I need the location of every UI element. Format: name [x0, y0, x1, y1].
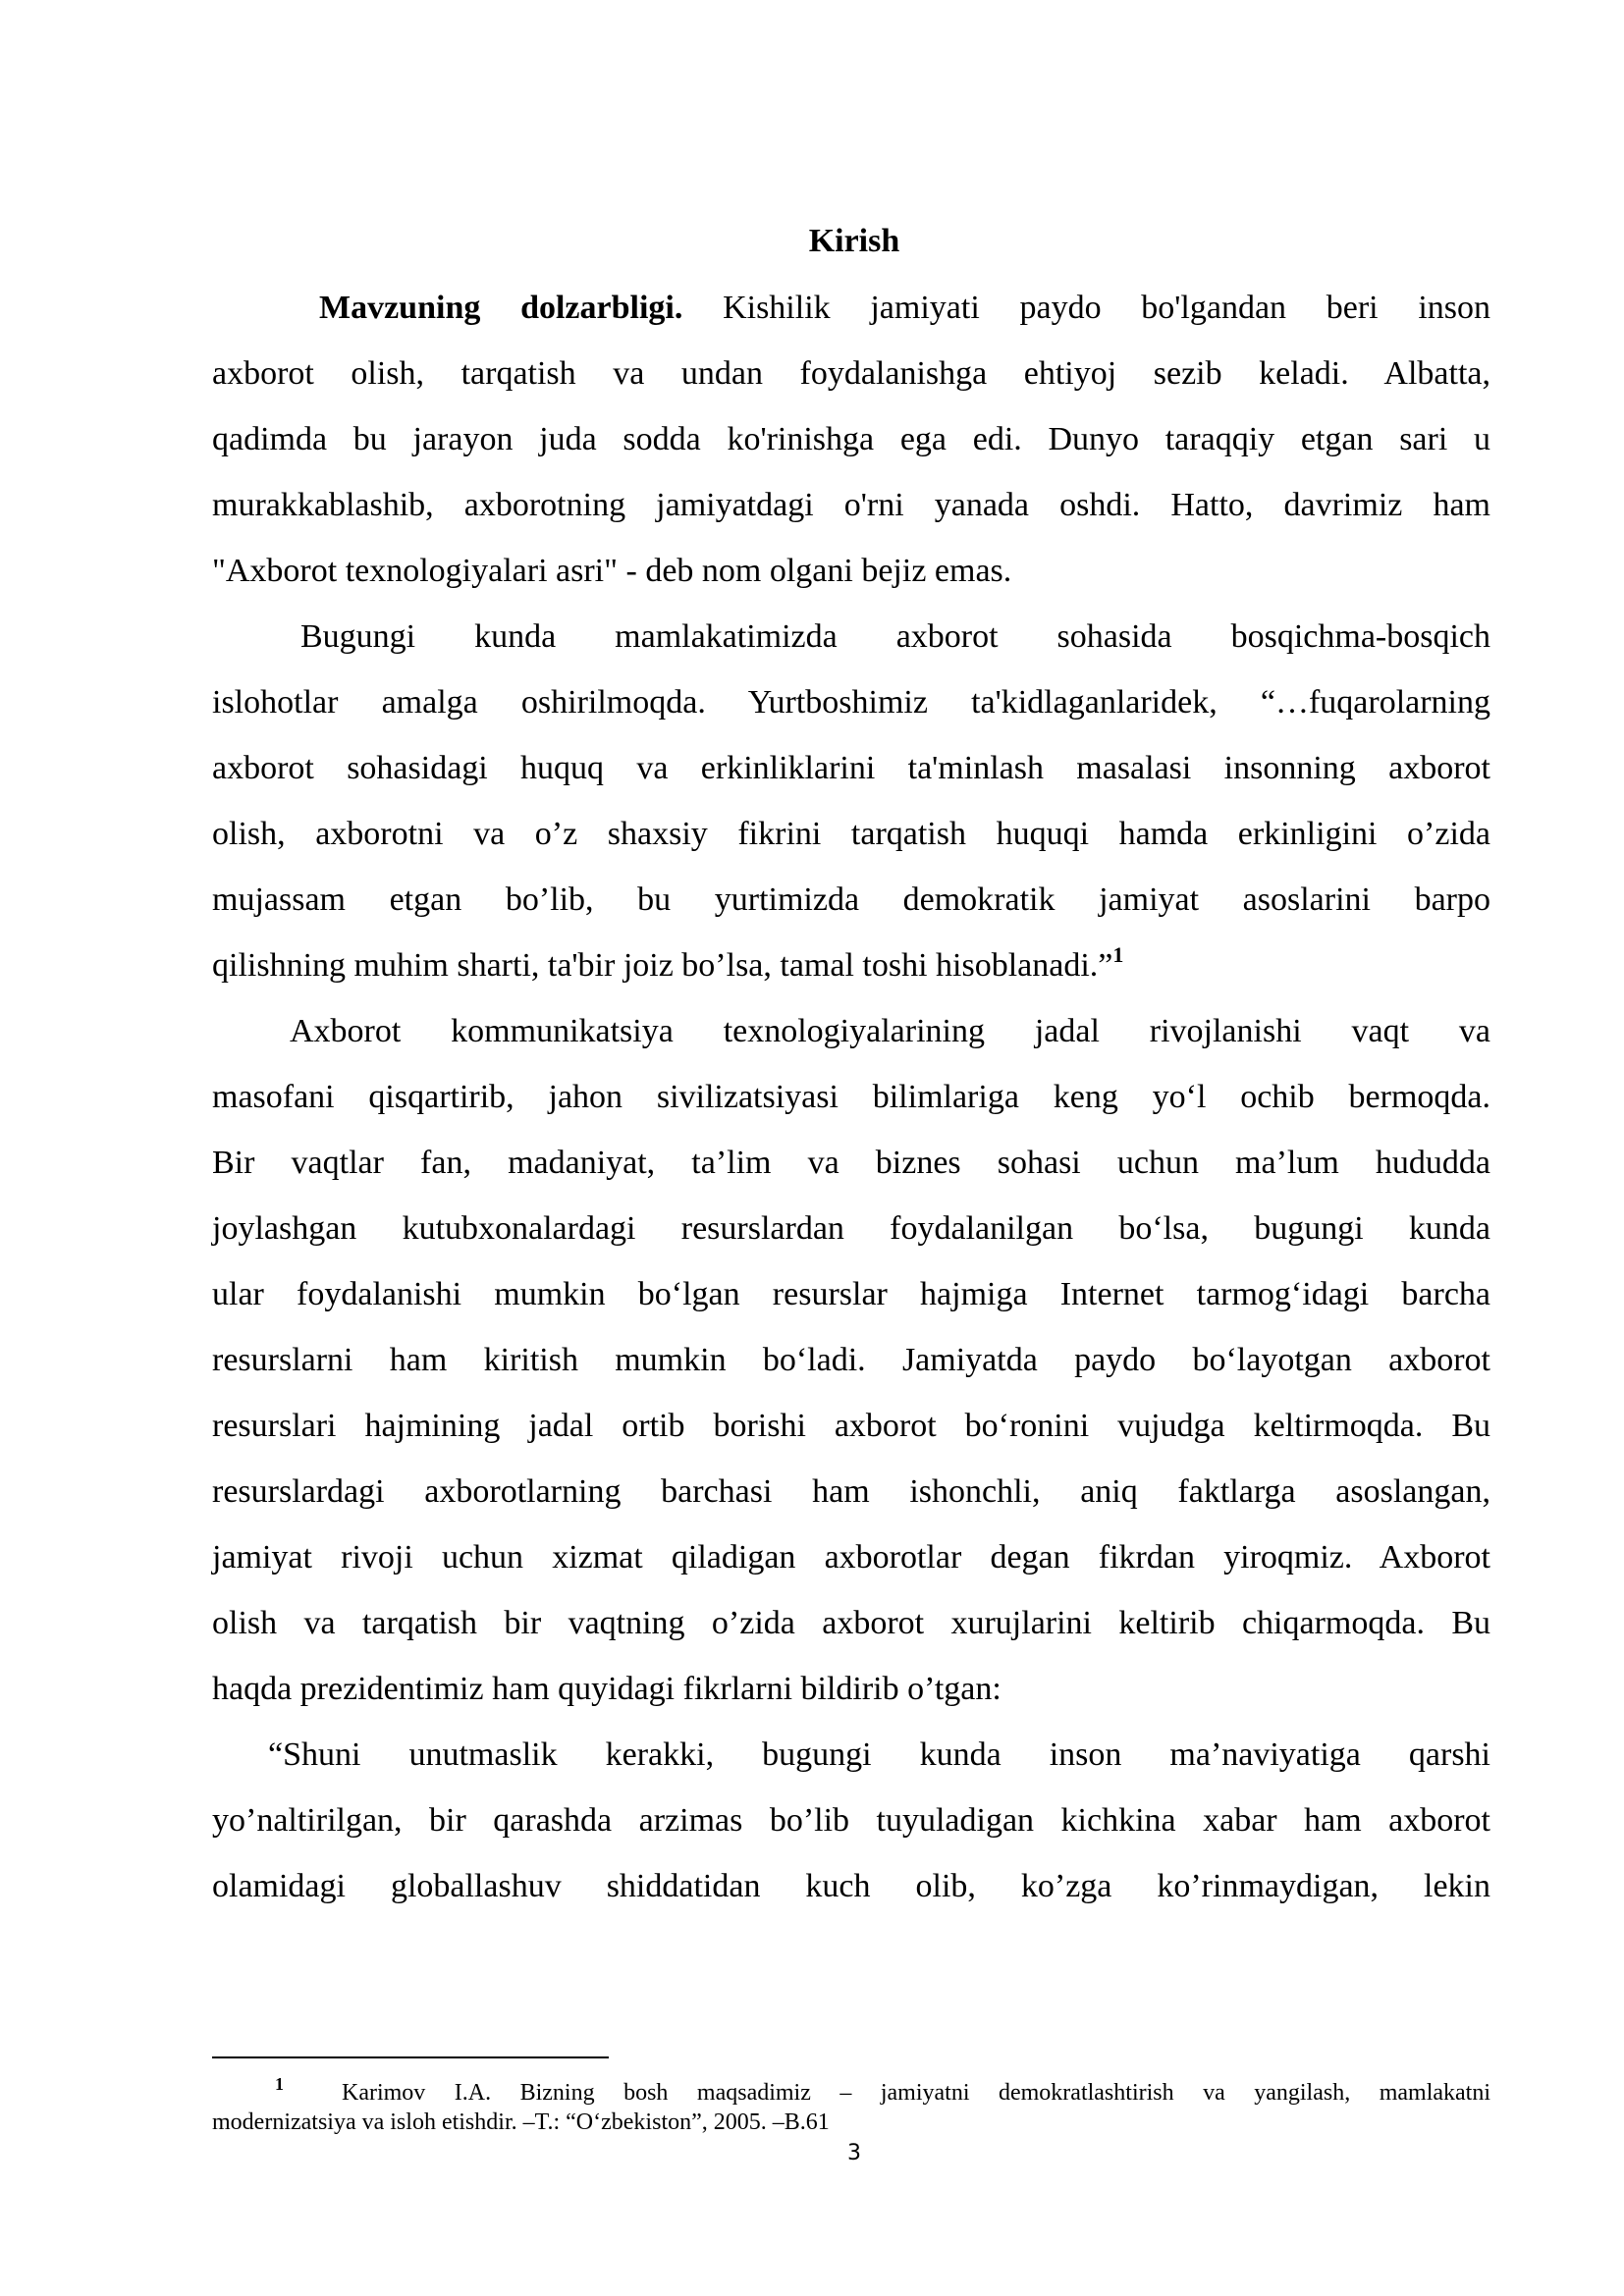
text-line: mujassam etgan bo’lib, bu yurtimizda demokratik jamiyat asoslarini barpo: [212, 881, 1490, 918]
text-line: qadimda bu jarayon juda sodda ko'rinishga ega edi. Dunyo taraqqiy etgan sari u: [212, 421, 1490, 457]
text-line: islohotlar amalga oshirilmoqda. Yurtboshimiz ta'kidlaganlaridek, “…fuqarolarning: [212, 684, 1490, 721]
text-line: jamiyat rivoji uchun xizmat qiladigan axborotlar degan fikrdan yiroqmiz. Axborot: [212, 1539, 1490, 1575]
text-line: Axborot kommunikatsiya texnologiyalarining jadal rivojlanishi vaqt va: [290, 1013, 1490, 1049]
text-line: ular foydalanishi mumkin bo‘lgan resurslar hajmiga Internet tarmog‘idagi barcha: [212, 1276, 1490, 1312]
footnote-separator: [212, 2056, 609, 2058]
page-title: Kirish: [808, 223, 900, 259]
text-line: axborot sohasidagi huquq va erkinliklarini ta'minlash masalasi insonning axborot: [212, 750, 1490, 786]
text-line: axborot olish, tarqatish va undan foydalanishga ehtiyoj sezib keladi. Albatta,: [212, 355, 1490, 392]
text-line: resurslarni ham kiritish mumkin bo‘ladi. Jamiyatda paydo bo‘layotgan axborot: [212, 1342, 1490, 1378]
footnote-line: [275, 2074, 1490, 2108]
text-line: resurslari hajmining jadal ortib borishi axborot bo‘ronini vujudga keltirmoqda. Bu: [212, 1408, 1490, 1444]
footnote-reference[interactable]: 1: [1112, 942, 1124, 967]
text-line: murakkablashib, axborotning jamiyatdagi o'rni yanada oshdi. Hatto, davrimiz ham: [212, 487, 1490, 523]
footnote-marker: 1: [275, 2074, 284, 2094]
text-line: “Shuni unutmaslik kerakki, bugungi kunda inson ma’naviyatiga qarshi: [268, 1736, 1490, 1773]
text-span: qilishning muhim sharti, ta'bir joiz bo’lsa, tamal toshi hisoblanadi.”: [212, 947, 1113, 984]
text-line: yo’naltirilgan, bir qarashda arzimas bo’lib tuyuladigan kichkina xabar ham axborot: [212, 1802, 1490, 1839]
text-line: joylashgan kutubxonalardagi resurslardan foydalanilgan bo‘lsa, bugungi kunda: [212, 1210, 1490, 1247]
text-line: masofani qisqartirib, jahon sivilizatsiyasi bilimlariga keng yo‘l ochib bermoqda.: [212, 1079, 1490, 1115]
text-line: Bugungi kunda mamlakatimizda axborot sohasida bosqichma-bosqich: [300, 618, 1490, 655]
text-line: haqda prezidentimiz ham quyidagi fikrlarni bildirib o’tgan:: [212, 1671, 1001, 1707]
text-span: Kishilik jamiyati paydo bo'lgandan beri inson: [723, 290, 1491, 326]
text-line: resurslardagi axborotlarning barchasi ham ishonchli, aniq faktlarga asoslangan,: [212, 1473, 1490, 1510]
text-line: olish, axborotni va o’z shaxsiy fikrini tarqatish huquqi hamda erkinligini o’zida: [212, 816, 1490, 852]
text-line: Bir vaqtlar fan, madaniyat, ta’lim va biznes sohasi uchun ma’lum hududda: [212, 1145, 1490, 1181]
footnote-line: modernizatsiya va isloh etishdir. –T.: “O‘zbekiston”, 2005. –B.61: [212, 2109, 830, 2135]
text-line: [212, 942, 1490, 989]
text-line: "Axborot texnologiyalari asri" - deb nom olgani bejiz emas.: [212, 553, 1012, 589]
section-lead: Mavzuning dolzarbligi.: [319, 290, 683, 326]
footnote-text: Karimov I.A. Bizning bosh maqsadimiz – jamiyatni demokratlashtirish va yangilash, mamlakatni: [341, 2080, 1490, 2106]
text-line: [319, 285, 1490, 332]
text-line: olish va tarqatish bir vaqtning o’zida axborot xurujlarini keltirib chiqarmoqda. Bu: [212, 1605, 1490, 1641]
text-line: olamidagi globallashuv shiddatidan kuch olib, ko’zga ko’rinmaydigan, lekin: [212, 1868, 1490, 1904]
page-number: 3: [847, 2141, 861, 2165]
